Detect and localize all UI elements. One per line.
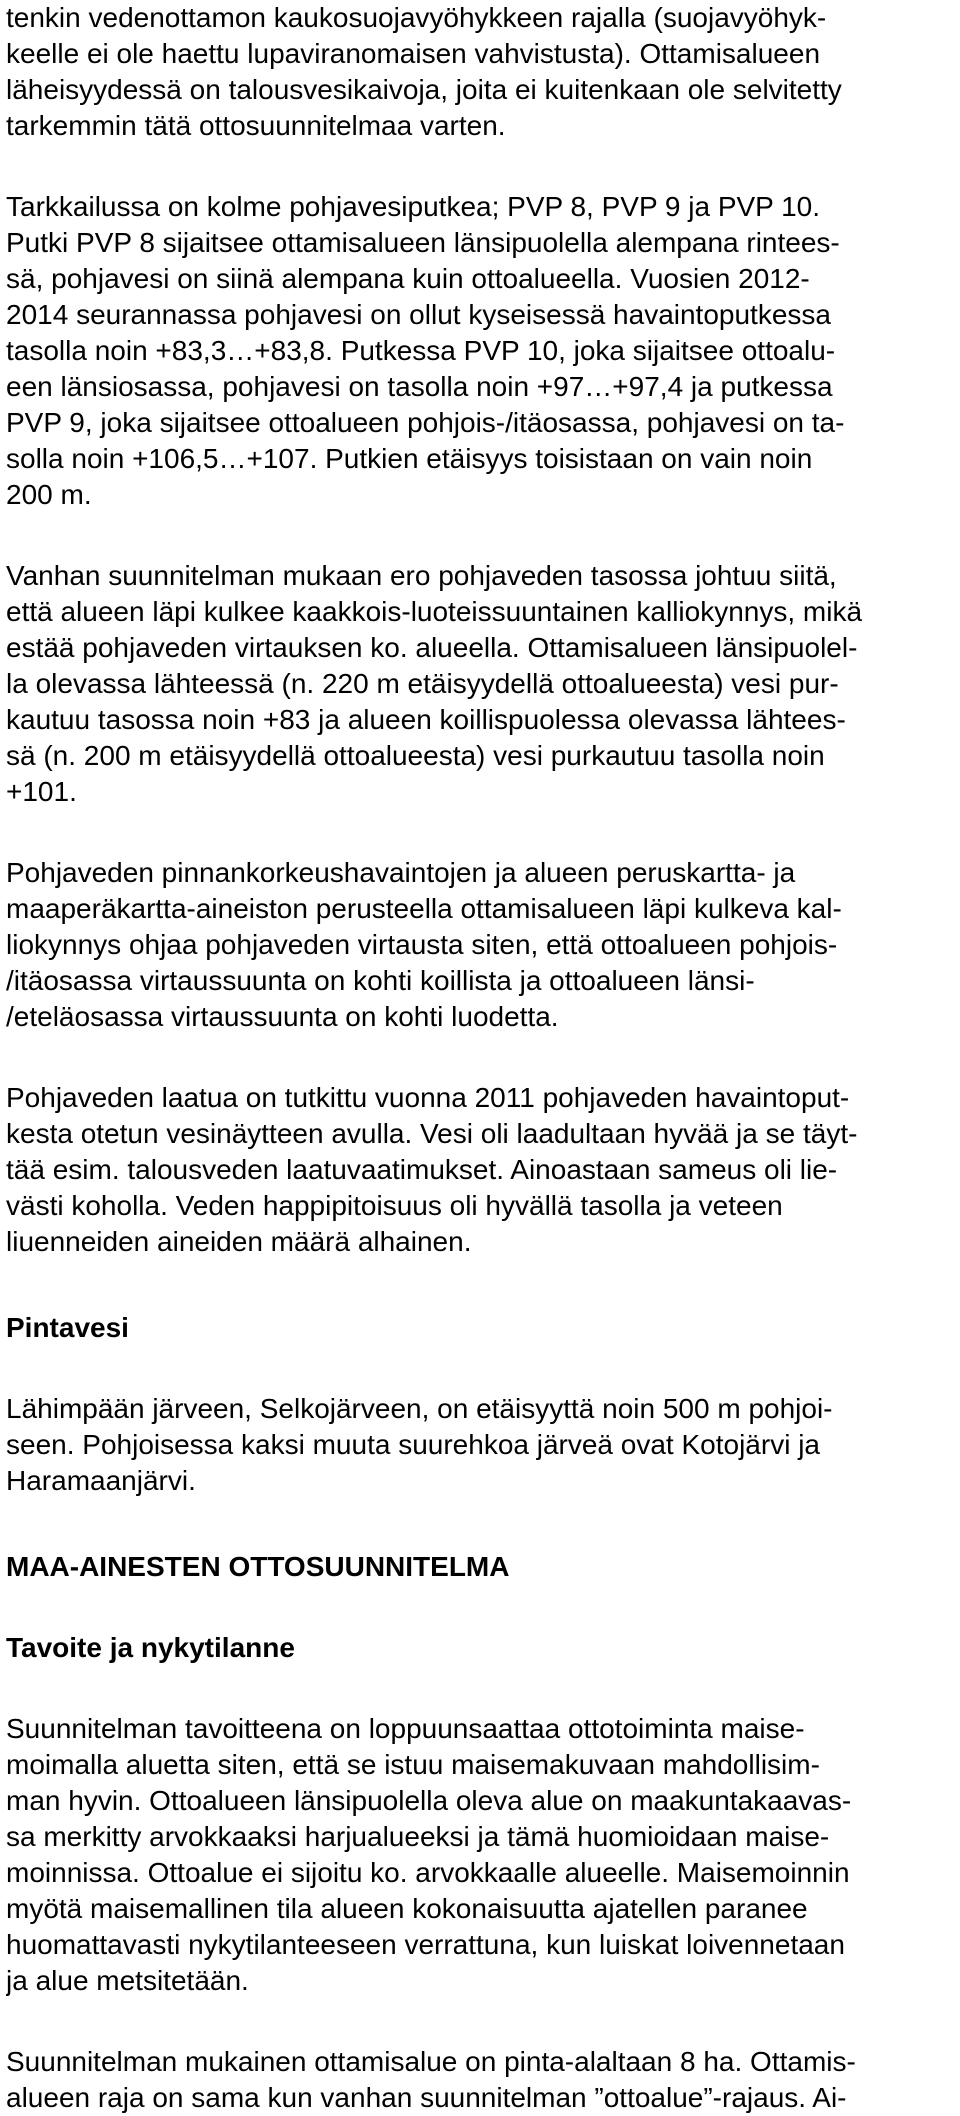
heading-text: Pintavesi	[6, 1312, 129, 1343]
paragraph-old-plan	[6, 558, 956, 810]
text-line: Pohjaveden laatua on tutkittu vuonna 2011 pohjaveden havaintoput-	[6, 1082, 850, 1113]
text-line: sä (n. 200 m etäisyydellä ottoalueesta) vesi purkautuu tasolla noin	[6, 740, 825, 771]
paragraph-monitoring	[6, 189, 956, 513]
text-line: Vanhan suunnitelman mukaan ero pohjaveden tasossa johtuu siitä,	[6, 560, 837, 591]
text-line: että alueen läpi kulkee kaakkois-luoteissuuntainen kalliokynnys, mikä	[6, 596, 863, 627]
text-line: een länsiosassa, pohjavesi on tasolla noin +97…+97,4 ja putkessa	[6, 371, 833, 402]
heading-text: MAA-AINESTEN OTTOSUUNNITELMA	[6, 1551, 510, 1582]
text-line: myötä maisemallinen tila alueen kokonaisuutta ajatellen paranee	[6, 1893, 808, 1924]
text-line: moinnissa. Ottoalue ei sijoitu ko. arvokkaalle alueelle. Maisemoinnin	[6, 1857, 850, 1888]
text-line: huomattavasti nykytilanteeseen verrattuna, kun luiskat loivennetaan	[6, 1929, 845, 1960]
text-line: 200 m.	[6, 479, 92, 510]
text-line: la olevassa lähteessä (n. 220 m etäisyydellä ottoalueesta) vesi pur-	[6, 668, 839, 699]
text-line: tää esim. talousveden laatuvaatimukset. Ainoastaan sameus oli lie-	[6, 1154, 838, 1185]
text-line: liuenneiden aineiden määrä alhainen.	[6, 1226, 472, 1257]
text-line: maaperäkartta-aineiston perusteella ottamisalueen läpi kulkeva kal-	[6, 893, 842, 924]
text-line: Haramaanjärvi.	[6, 1465, 196, 1496]
paragraph-spacer	[6, 1035, 956, 1080]
text-line: kautuu tasossa noin +83 ja alueen koillispuolessa olevassa lähtees-	[6, 704, 846, 735]
paragraph-spacer	[6, 1499, 956, 1549]
paragraph-spacer	[6, 1666, 956, 1711]
heading-text: Tavoite ja nykytilanne	[6, 1632, 295, 1663]
document-page	[6, 0, 956, 2116]
paragraph-spacer	[6, 144, 956, 189]
text-line: tarkemmin tätä ottosuunnitelmaa varten.	[6, 110, 506, 141]
text-line: tenkin vedenottamon kaukosuojavyöhykkeen rajalla (suojavyöhyk-	[6, 2, 827, 33]
paragraph-flow-direction	[6, 855, 956, 1035]
paragraph-intro-continuation	[6, 0, 956, 144]
text-line: seen. Pohjoisessa kaksi muuta suurehkoa järveä ovat Kotojärvi ja	[6, 1429, 820, 1460]
paragraph-spacer	[6, 513, 956, 558]
text-line: PVP 9, joka sijaitsee ottoalueen pohjois-/itäosassa, pohjavesi on ta-	[6, 407, 845, 438]
text-line: /eteläosassa virtaussuunta on kohti luodetta.	[6, 1001, 559, 1032]
text-line: kesta otetun vesinäytteen avulla. Vesi oli laadultaan hyvää ja se täyt-	[6, 1118, 858, 1149]
text-line: Suunnitelman tavoitteena on loppuunsaattaa ottotoiminta maise-	[6, 1713, 805, 1744]
section-heading-goal	[6, 1630, 956, 1666]
text-line: sa merkitty arvokkaaksi harjualueeksi ja tämä huomioidaan maise-	[6, 1821, 830, 1852]
text-line: ja alue metsitetään.	[6, 1965, 249, 1996]
text-line: tasolla noin +83,3…+83,8. Putkessa PVP 10, joka sijaitsee ottoalu-	[6, 335, 836, 366]
text-line: sä, pohjavesi on siinä alempana kuin ottoalueella. Vuosien 2012-	[6, 263, 810, 294]
text-line: man hyvin. Ottoalueen länsipuolella oleva alue on maakuntakaavas-	[6, 1785, 852, 1816]
text-line: läheisyydessä on talousvesikaivoja, joita ei kuitenkaan ole selvitetty	[6, 74, 842, 105]
text-line: Putki PVP 8 sijaitsee ottamisalueen länsipuolella alempana rintees-	[6, 227, 840, 258]
text-line: moimalla aluetta siten, että se istuu maisemakuvaan mahdollisim-	[6, 1749, 820, 1780]
text-line: Lähimpään järveen, Selkojärveen, on etäisyyttä noin 500 m pohjoi-	[6, 1393, 833, 1424]
paragraph-spacer	[6, 1346, 956, 1391]
text-line: 2014 seurannassa pohjavesi on ollut kyseisessä havaintoputkessa	[6, 299, 831, 330]
text-line: Suunnitelman mukainen ottamisalue on pinta-alaltaan 8 ha. Ottamis-	[6, 2046, 856, 2077]
text-line: estää pohjaveden virtauksen ko. alueella. Ottamisalueen länsipuolel-	[6, 632, 858, 663]
text-line: alueen raja on sama kun vanhan suunnitelman ”ottoalue”-rajaus. Ai-	[6, 2082, 847, 2113]
paragraph-spacer	[6, 1585, 956, 1630]
section-heading-surface-water	[6, 1310, 956, 1346]
text-line: keelle ei ole haettu lupaviranomaisen vahvistusta). Ottamisalueen	[6, 38, 821, 69]
text-line: Pohjaveden pinnankorkeushavaintojen ja alueen peruskartta- ja	[6, 857, 796, 888]
paragraph-spacer	[6, 1260, 956, 1310]
paragraph-goal	[6, 1711, 956, 1999]
text-line: +101.	[6, 776, 77, 807]
paragraph-spacer	[6, 1999, 956, 2044]
paragraph-surface-water	[6, 1391, 956, 1499]
paragraph-spacer	[6, 810, 956, 855]
text-line: liokynnys ohjaa pohjaveden virtausta siten, että ottoalueen pohjois-	[6, 929, 838, 960]
text-line: /itäosassa virtaussuunta on kohti koillista ja ottoalueen länsi-	[6, 965, 755, 996]
section-heading-main	[6, 1549, 956, 1585]
text-line: solla noin +106,5…+107. Putkien etäisyys toisistaan on vain noin	[6, 443, 813, 474]
text-line: västi koholla. Veden happipitoisuus oli hyvällä tasolla ja veteen	[6, 1190, 783, 1221]
paragraph-area	[6, 2044, 956, 2116]
text-line: Tarkkailussa on kolme pohjavesiputkea; PVP 8, PVP 9 ja PVP 10.	[6, 191, 821, 222]
paragraph-water-quality	[6, 1080, 956, 1260]
